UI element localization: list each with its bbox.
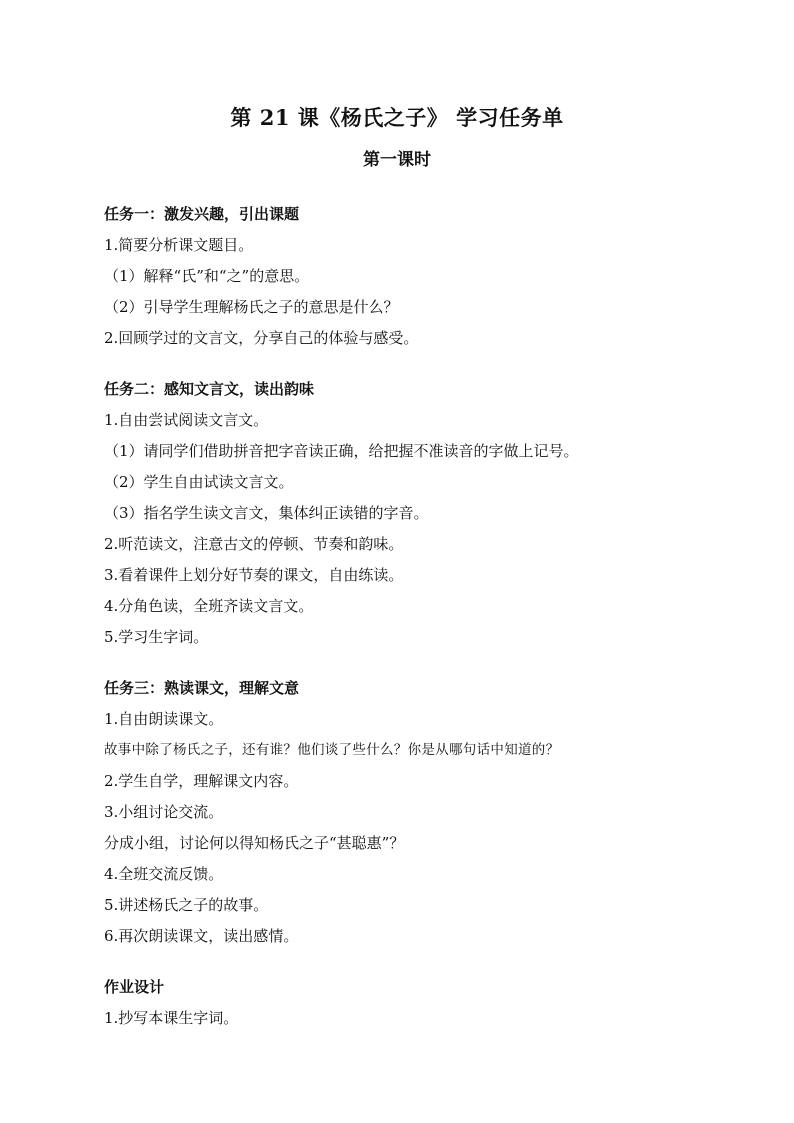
list-item: 2.听范读文，注意古文的停顿、节奏和韵味。 [104,535,404,553]
section-heading: 任务一：激发兴趣，引出课题 [104,205,300,223]
list-item: 6.再次朗读课文，读出感情。 [104,927,299,945]
section-homework [104,972,724,1034]
question-text: 故事中除了杨氏之子，还有谁？他们谈了些什么？你是从哪句话中知道的？ [104,742,560,758]
list-item: 4.分角色读，全班齐读文言文。 [104,597,314,615]
list-item: 5.学习生字词。 [104,628,209,646]
list-item: 4.全班交流反馈。 [104,865,224,883]
section-task-3 [104,673,724,952]
list-item: （1）请同学们借助拼音把字音读正确，给把握不准读音的字做上记号。 [104,442,579,460]
question-text: 分成小组，讨论何以得知杨氏之子“甚聪惠”？ [104,834,405,852]
list-item: （2）引导学生理解杨氏之子的意思是什么？ [104,298,399,316]
list-item: 1.自由朗读课文。 [104,710,224,728]
list-item: 3.小组讨论交流。 [104,803,224,821]
list-item: （2）学生自由试读文言文。 [104,473,294,491]
list-item: （3）指名学生读文言文，集体纠正读错的字音。 [104,504,429,522]
list-item: 1.自由尝试阅读文言文。 [104,411,269,429]
list-item: 2.回顾学过的文言文，分享自己的体验与感受。 [104,329,419,347]
page-title: 第 21 课《杨氏之子》 学习任务单 [230,105,564,130]
section-task-1 [104,199,724,354]
section-heading: 任务三：熟读课文，理解文意 [104,679,300,697]
list-item: 1.简要分析课文题目。 [104,236,254,254]
list-item: 1.抄写本课生字词。 [104,1009,239,1027]
list-item: 3.看着课件上划分好节奏的课文，自由练读。 [104,566,404,584]
list-item: 2.学生自学，理解课文内容。 [104,772,299,790]
list-item: （1）解释“氏”和“之”的意思。 [104,267,310,285]
page-subtitle: 第一课时 [363,150,431,170]
section-task-2 [104,374,724,653]
section-heading: 作业设计 [104,978,165,996]
list-item: 5.讲述杨氏之子的故事。 [104,896,269,914]
section-heading: 任务二：感知文言文，读出韵味 [104,380,315,398]
document-body [104,199,724,1054]
